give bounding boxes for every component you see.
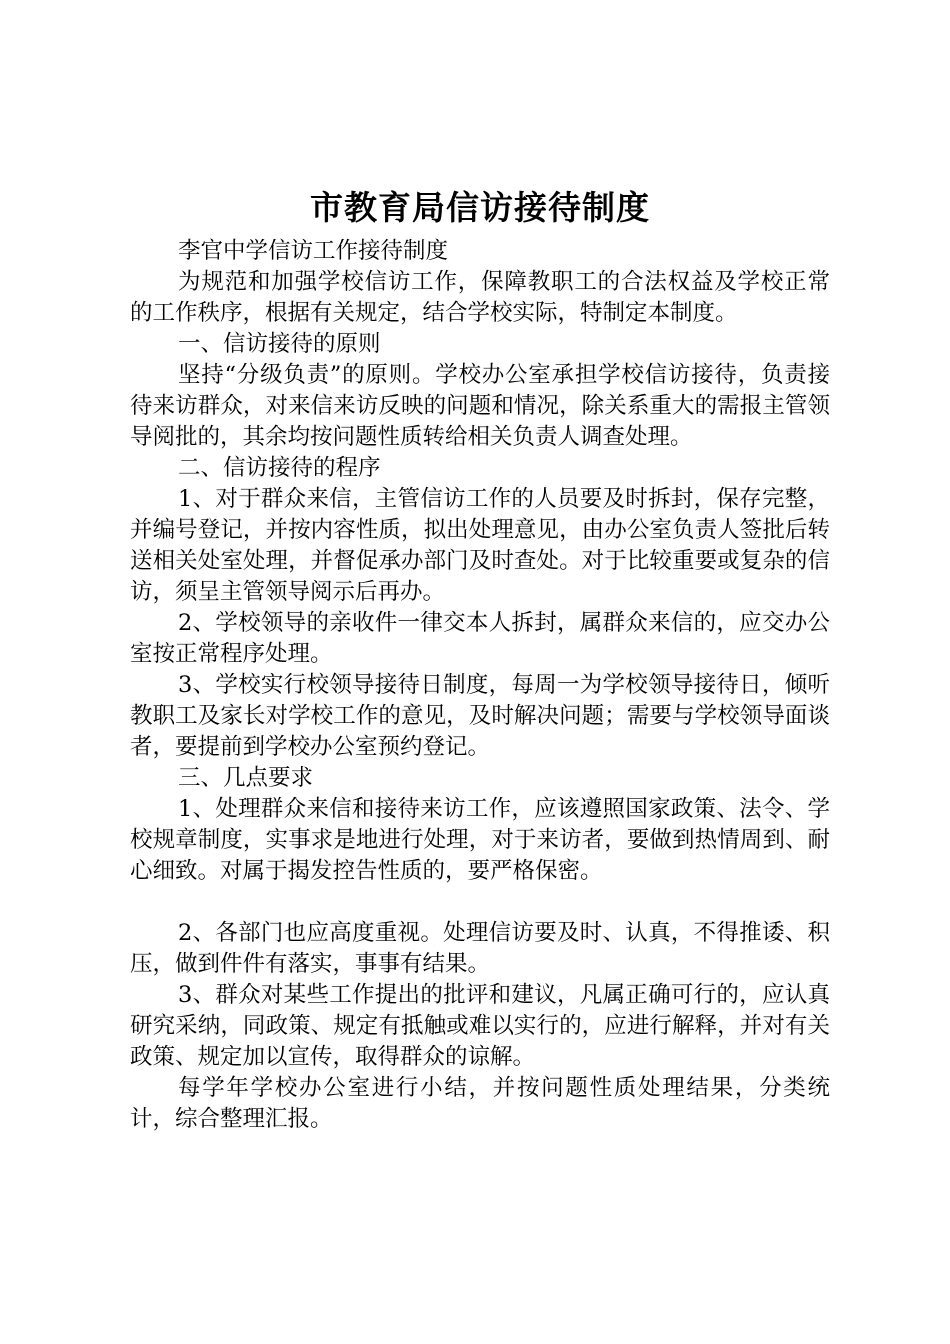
paragraph-requirement-3: 3、群众对某些工作提出的批评和建议，凡属正确可行的，应认真研究采纳，同政策、规定有抵触或难以实行的，应进行解释，并对有关政策、规定加以宣传，取得群众的谅解。 — [130, 982, 830, 1070]
paragraph-requirement-2: 2、各部门也应高度重视。处理信访要及时、认真，不得推诿、积压，做到件件有落实，事事有结果。 — [130, 920, 830, 977]
section-heading-requirements: 三、几点要求 — [178, 765, 314, 791]
paragraph-requirement-1: 1、处理群众来信和接待来访工作，应该遵照国家政策、法令、学校规章制度，实事求是地进行处理，对于来访者，要做到热情周到、耐心细致。对属于揭发控告性质的，要严格保密。 — [130, 796, 830, 884]
paragraph-summary: 每学年学校办公室进行小结，并按问题性质处理结果，分类统计，综合整理汇报。 — [130, 1075, 830, 1132]
paragraph-procedure-2: 2、学校领导的亲收件一律交本人拆封，属群众来信的，应交办公室按正常程序处理。 — [130, 610, 830, 667]
paragraph-subtitle: 李官中学信访工作接待制度 — [178, 238, 449, 264]
document-page — [130, 180, 830, 1135]
paragraph-intro: 为规范和加强学校信访工作，保障教职工的合法权益及学校正常的工作秩序，根据有关规定，结合学校实际，特制定本制度。 — [130, 269, 830, 326]
paragraph-procedure-3: 3、学校实行校领导接待日制度，每周一为学校领导接待日，倾听教职工及家长对学校工作的意见，及时解决问题；需要与学校领导面谈者，要提前到学校办公室预约登记。 — [130, 672, 830, 760]
paragraph-principles: 坚持“分级负责”的原则。学校办公室承担学校信访接待，负责接待来访群众，对来信来访反映的问题和情况，除关系重大的需报主管领导阅批的，其余均按问题性质转给相关负责人调查处理。 — [130, 362, 830, 450]
section-heading-principles: 一、信访接待的原则 — [178, 331, 381, 357]
paragraph-procedure-1: 1、对于群众来信，主管信访工作的人员要及时拆封，保存完整，并编号登记，并按内容性质，拟出处理意见，由办公室负责人签批后转送相关处室处理，并督促承办部门及时查处。对于比较重要或复杂的信访，须呈主管领导阅示后再办。 — [130, 486, 830, 605]
document-title: 市教育局信访接待制度 — [310, 188, 650, 227]
section-heading-procedures: 二、信访接待的程序 — [178, 455, 381, 481]
